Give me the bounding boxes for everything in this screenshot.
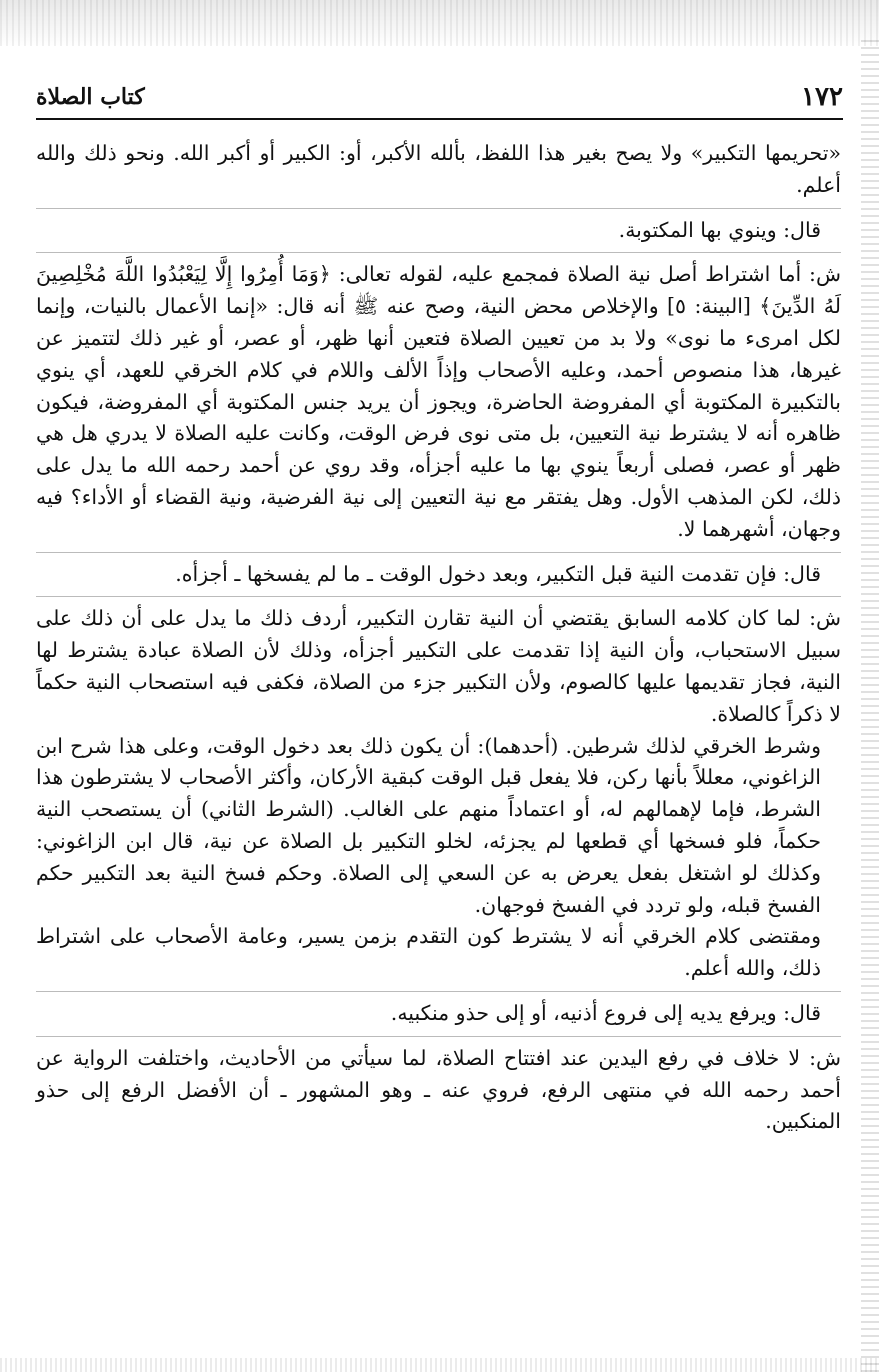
scan-edge-bottom (0, 1358, 879, 1372)
matn-paragraph: قال: ويرفع يديه إلى فروع أذنيه، أو إلى حذو منكبيه. (390, 1000, 821, 1025)
divider (36, 991, 841, 992)
page-number: ١٧٢ (801, 82, 843, 112)
running-title: كتاب الصلاة (36, 84, 145, 110)
sharh-paragraph: ش: أما اشتراط أصل نية الصلاة فمجمع عليه، لقوله تعالى: ﴿وَمَا أُمِرُوا إِلَّا لِيَعْبُدُوا اللَّهَ مُخْلِصِينَ لَهُ الدِّينَ﴾ [البينة: ٥] والإخلاص محض النية، وصح عنه ﷺ أنه قال: «إنما الأعمال بالنيات، وإنما لكل امرىء ما نوى» ولا بد من تعيين الصلاة فتعين أنها ظهر، أو عصر، أو غير ذلك لتتميز عن غيرها، هذا منصوص أحمد، وعليه الأصحاب وإذاً الألف واللام في كلام الخرقي للعهد، أي ينوي بالتكبيرة المكتوبة أي المفروضة الحاضرة، ويجوز أن يريد جنس المكتوبة أي المفروضة، فيكون ظاهره أنه لا يشترط نية التعيين، بل متى نوى فرض الوقت، وكانت عليه الصلاة لا يدري هل هي ظهر أو عصر، فصلى أربعاً ينوي بها ما عليه أجزأه، وقد روي عن أحمد رحمه الله ما يدل على ذلك، لكن المذهب الأول. وهل يفتقر مع نية التعيين إلى نية الفرضية، ونية القضاء أو الأداء؟ فيه وجهان، أشهرهما لا. (36, 262, 841, 541)
divider (36, 552, 841, 553)
scan-edge-right (861, 40, 879, 1372)
sharh-paragraph: ومقتضى كلام الخرقي أنه لا يشترط كون التقدم بزمن يسير، وعامة الأصحاب على اشتراط ذلك، والله أعلم. (36, 924, 821, 981)
sharh-paragraph: ش: لما كان كلامه السابق يقتضي أن النية تقارن التكبير، أردف ذلك ما يدل على أن ذلك على سبيل الاستحباب، وأن النية إذا تقدمت على التكبير أجزأه، وذلك لأن الصلاة عبادة يشترط لها النية، فجاز تقديمها عليها كالصوم، ولأن التكبير جزء من الصلاة، فكفى فيه استصحاب النية حكماً لا ذكراً كالصلاة. (36, 606, 841, 726)
sharh-paragraph: وشرط الخرقي لذلك شرطين. (أحدهما): أن يكون ذلك بعد دخول الوقت، وعلى هذا شرح ابن الزاغوني، معللاً بأنها ركن، فلا يفعل قبل الوقت كبقية الأركان، وأكثر الأصحاب لا يشترطون هذا الشرط، فإما لإهمالهم له، أو اعتماداً منهم على الغالب. (الشرط الثاني) أن يستصحب النية حكماً، فلو فسخها أي قطعها لم يجزئه، لخلو التكبير بل الصلاة عن نية، قال ابن الزاغوني: وكذلك لو اشتغل بفعل يعرض به عن السعي إلى الصلاة. وحكم فسخ النية بعد التكبير حكم الفسخ قبله، ولو تردد في الفسخ فوجهان. (36, 733, 821, 917)
page-body (36, 138, 841, 1356)
divider (36, 252, 841, 253)
matn-paragraph: قال: فإن تقدمت النية قبل التكبير، وبعد دخول الوقت ـ ما لم يفسخها ـ أجزأه. (175, 561, 821, 586)
sharh-paragraph: ش: لا خلاف في رفع اليدين عند افتتاح الصلاة، لما سيأتي من الأحاديث، واختلفت الرواية عن أحمد رحمه الله في منتهى الرفع، فروي عنه ـ وهو المشهور ـ أن الأفضل الرفع إلى حذو المنكبين. (36, 1045, 841, 1134)
page-header (36, 78, 843, 120)
paragraph-continuation: «تحريمها التكبير» ولا يصح بغير هذا اللفظ، بألله الأكبر، أو: الكبير أو أكبر الله. ونحو ذلك والله أعلم. (36, 141, 841, 197)
scan-edge-top (0, 0, 879, 46)
divider (36, 208, 841, 209)
divider (36, 1036, 841, 1037)
matn-paragraph: قال: وينوي بها المكتوبة. (618, 217, 821, 242)
divider (36, 596, 841, 597)
